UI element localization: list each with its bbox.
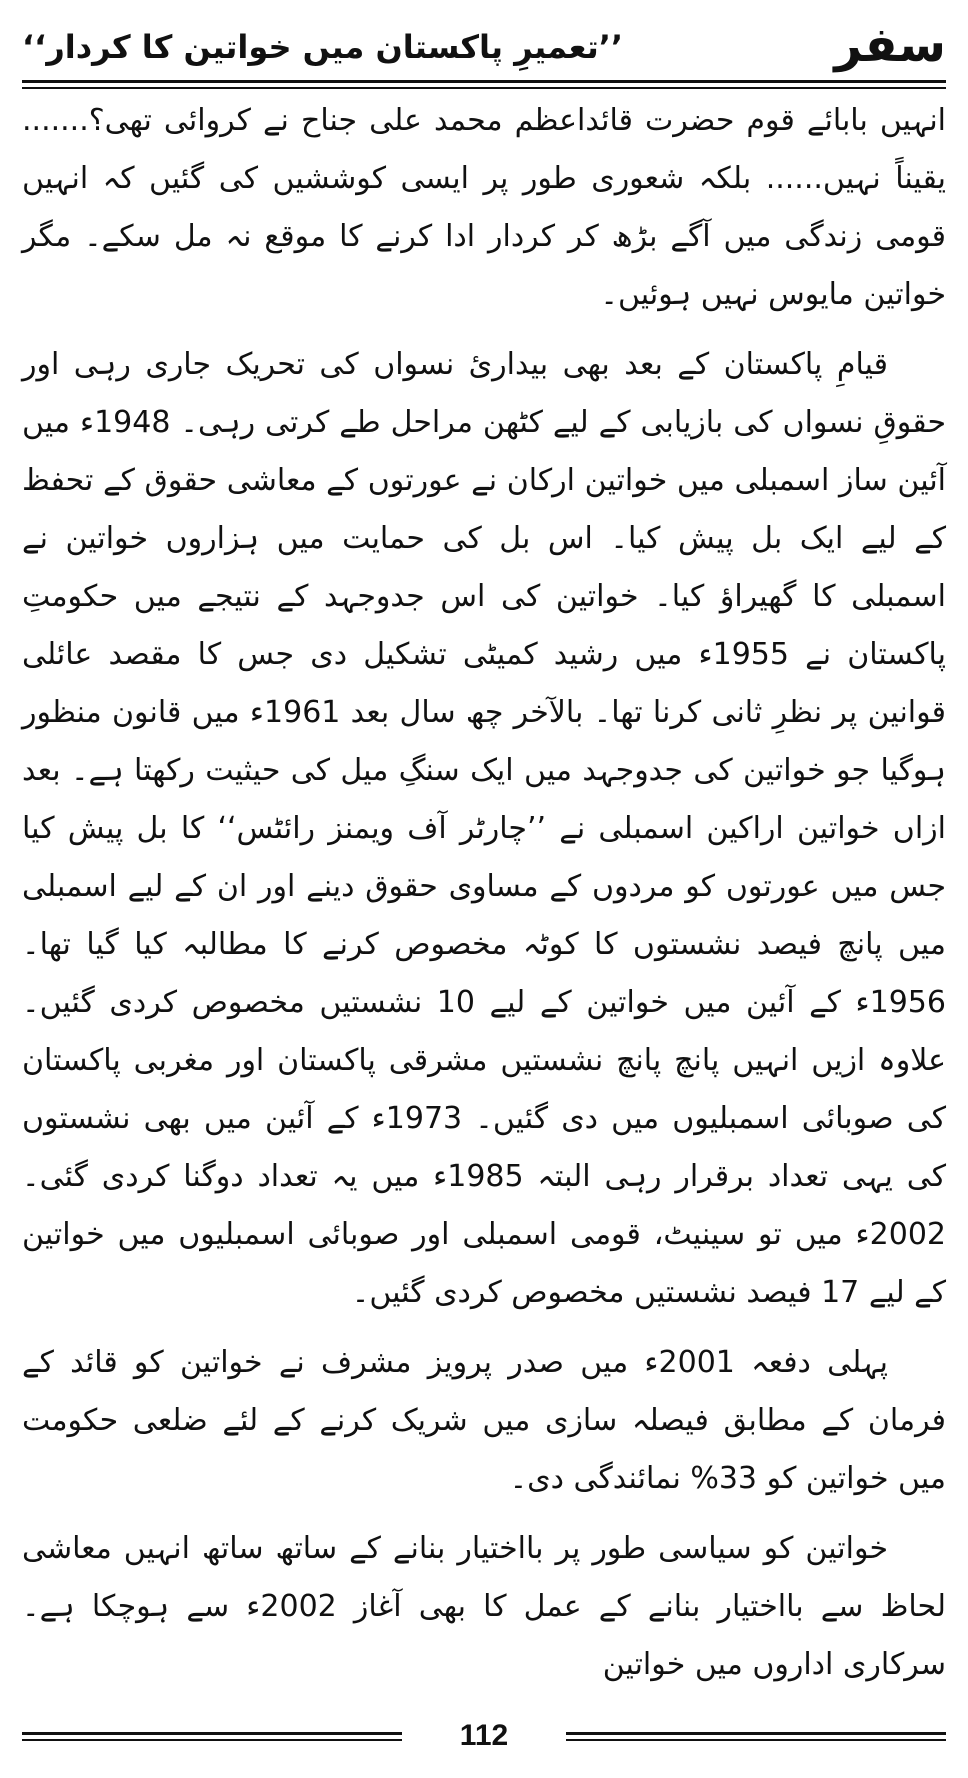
body-text [22, 92, 946, 1712]
page-footer [22, 1716, 946, 1756]
page-header [22, 10, 946, 80]
paragraph-economic: خواتین کو سیاسی طور پر بااختیار بنانے کے ساتھ ساتھ انہیں معاشی لحاظ سے بااختیار بنانے کے عمل کا بھی آغاز 2002ء سے ہوچکا ہے۔ سرکاری اداروں میں خواتین [22, 1531, 946, 1682]
header-divider [22, 80, 946, 83]
footer-rule-right [566, 1732, 946, 1741]
header-divider-secondary [22, 87, 946, 89]
paragraph-2001: پہلی دفعہ 2001ء میں صدر پرویز مشرف نے خواتین کو قائد کے فرمان کے مطابق فیصلہ سازی میں شریک کرنے کے لئے ضلعی حکومت میں خواتین کو 33% نمائندگی دی۔ [22, 1345, 946, 1496]
paragraph-history: قیامِ پاکستان کے بعد بھی بیداریٔ نسواں کی تحریک جاری رہی اور حقوقِ نسواں کی بازیابی کے لیے کٹھن مراحل طے کرتی رہی۔ 1948ء میں آئین ساز اسمبلی میں خواتین ارکان نے عورتوں کے معاشی حقوق کے تحفظ کے لیے ایک بل پیش کیا۔ اس بل کی حمایت میں ہزاروں خواتین نے اسمبلی کا گھیراؤ کیا۔ خواتین کی اس جدوجہد کے نتیجے میں حکومتِ پاکستان نے 1955ء میں رشید کمیٹی تشکیل دی جس کا مقصد عائلی قوانین پر نظرِ ثانی کرنا تھا۔ بالآخر چھ سال بعد 1961ء میں قانون منظور ہوگیا جو خواتین کی جدوجہد میں ایک سنگِ میل کی حیثیت رکھتا ہے۔ بعد ازاں خواتین اراکین اسمبلی نے ’’چارٹر آف ویمنز رائٹس‘‘ کا بل پیش کیا جس میں عورتوں کو مردوں کے مساوی حقوق دینے اور ان کے لیے اسمبلی میں پانچ فیصد نشستوں کا کوٹہ مخصوص کرنے کا مطالبہ کیا گیا تھا۔ 1956ء کے آئین میں خواتین کے لیے 10 نشستیں مخصوص کردی گئیں۔ علاوہ ازیں انہیں پانچ پانچ نشستیں مشرقی پاکستان اور مغربی پاکستان کی صوبائی اسمبلیوں میں دی گئیں۔ 1973ء کے آئین میں بھی نشستوں کی یہی تعداد برقرار رہی البتہ 1985ء میں یہ تعداد دوگنا کردی گئی۔ 2002ء میں تو سینیٹ، قومی اسمبلی اور صوبائی اسمبلیوں میں خواتین کے لیے 17 فیصد نشستیں مخصوص کردی گئیں۔ [22, 347, 947, 1310]
footer-rule-left [22, 1732, 402, 1741]
paragraph-intro: انہیں بابائے قوم حضرت قائداعظم محمد علی جناح نے کروائی تھی؟....... یقیناً نہیں...... بلکہ شعوری طور پر ایسی کوششیں کی گئیں کہ انہیں قومی زندگی میں آگے بڑھ کر کردار ادا کرنے کا موقع نہ مل سکے۔ مگر خواتین مایوس نہیں ہوئیں۔ [22, 103, 946, 312]
chapter-title: ’’تعمیرِ پاکستان میں خواتین کا کردار‘‘ [22, 28, 624, 66]
book-title: سفر [834, 17, 946, 73]
page-number: 112 [459, 1719, 509, 1752]
